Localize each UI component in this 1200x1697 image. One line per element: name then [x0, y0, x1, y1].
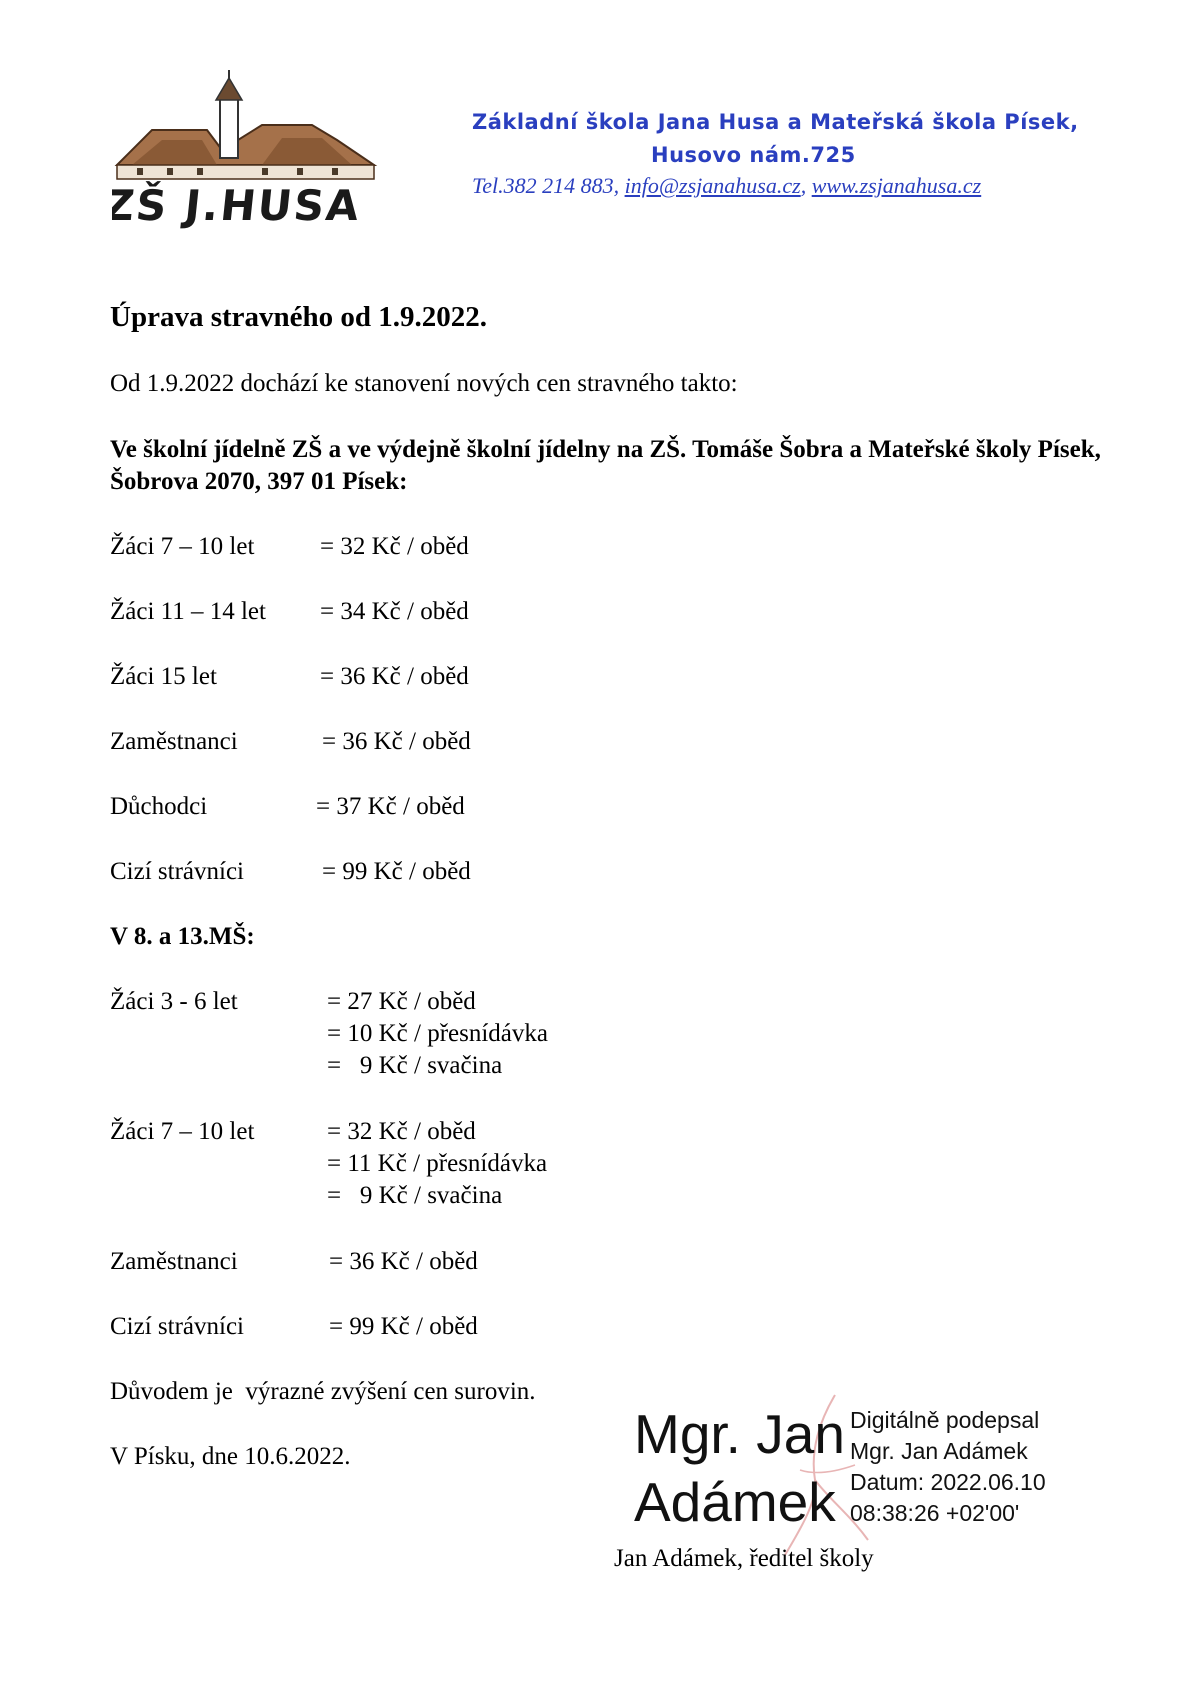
intro-text: Od 1.9.2022 dochází ke stanovení nových cen stravného takto: [110, 370, 738, 397]
signature-detail: 08:38:26 +02'00' [850, 1500, 1020, 1526]
price-label: Zaměstnanci [110, 728, 238, 755]
school-tel: Tel.382 214 883, [472, 173, 625, 198]
price-label: Žáci 15 let [110, 663, 217, 690]
location-heading: Ve školní jídelně ZŠ a ve výdejně školní jídelny na ZŠ. Tomáše Šobra a Mateřské školy Písek, Šobrova 2070, 397 01 Písek: [110, 436, 1101, 495]
logo-text: ZŠ J.HUSA [112, 181, 364, 230]
price-label: Žáci 7 – 10 let [110, 533, 255, 560]
signature-name-line2: Adámek [634, 1471, 836, 1533]
contact-separator: , [800, 173, 812, 198]
price-value: = 99 Kč / oběd [329, 1313, 478, 1340]
price-value: = 27 Kč / oběd [327, 988, 476, 1015]
signature-details [850, 1405, 1090, 1529]
signature-detail: Datum: 2022.06.10 [850, 1469, 1046, 1495]
web-link[interactable]: www.zsjanahusa.cz [811, 173, 982, 198]
price-value: = 9 Kč / svačina [327, 1052, 503, 1079]
price-value: = 36 Kč / oběd [329, 1248, 478, 1275]
price-label: Žáci 3 - 6 let [110, 988, 238, 1015]
price-label: Cizí strávníci [110, 1313, 244, 1340]
price-label: Zaměstnanci [110, 1248, 238, 1275]
price-label: Cizí strávníci [110, 858, 244, 885]
signature-name-line1: Mgr. Jan [634, 1403, 845, 1465]
school-address: Husovo nám.725 [651, 143, 856, 167]
place-date: V Písku, dne 10.6.2022. [110, 1443, 351, 1470]
school-contact [472, 173, 981, 199]
price-label: Důchodci [110, 793, 208, 820]
signature-name [634, 1400, 849, 1536]
price-value: = 9 Kč / svačina [327, 1182, 503, 1209]
price-value: = 36 Kč / oběd [320, 663, 469, 690]
signature-detail: Digitálně podepsal [850, 1407, 1040, 1433]
price-label: Žáci 11 – 14 let [110, 598, 266, 625]
price-value: = 36 Kč / oběd [322, 728, 471, 755]
price-value: = 99 Kč / oběd [322, 858, 471, 885]
price-value: = 32 Kč / oběd [327, 1118, 476, 1145]
price-value: = 37 Kč / oběd [316, 793, 465, 820]
signature-caption: Jan Adámek, ředitel školy [614, 1545, 874, 1572]
price-value: = 10 Kč / přesnídávka [327, 1020, 548, 1047]
school-name: Základní škola Jana Husa a Mateřská škola Písek, [472, 110, 1079, 134]
price-value: = 34 Kč / oběd [320, 598, 469, 625]
email-link[interactable]: info@zsjanahusa.cz [624, 173, 801, 198]
price-value: = 11 Kč / přesnídávka [327, 1150, 548, 1177]
price-label: Žáci 7 – 10 let [110, 1118, 255, 1145]
ms-heading: V 8. a 13.MŠ: [110, 923, 255, 950]
school-logo [112, 70, 384, 230]
page-title: Úprava stravného od 1.9.2022. [110, 301, 488, 333]
price-value: = 32 Kč / oběd [320, 533, 469, 560]
reason-text: Důvodem je výrazné zvýšení cen surovin. [110, 1378, 536, 1405]
signature-detail: Mgr. Jan Adámek [850, 1438, 1028, 1464]
